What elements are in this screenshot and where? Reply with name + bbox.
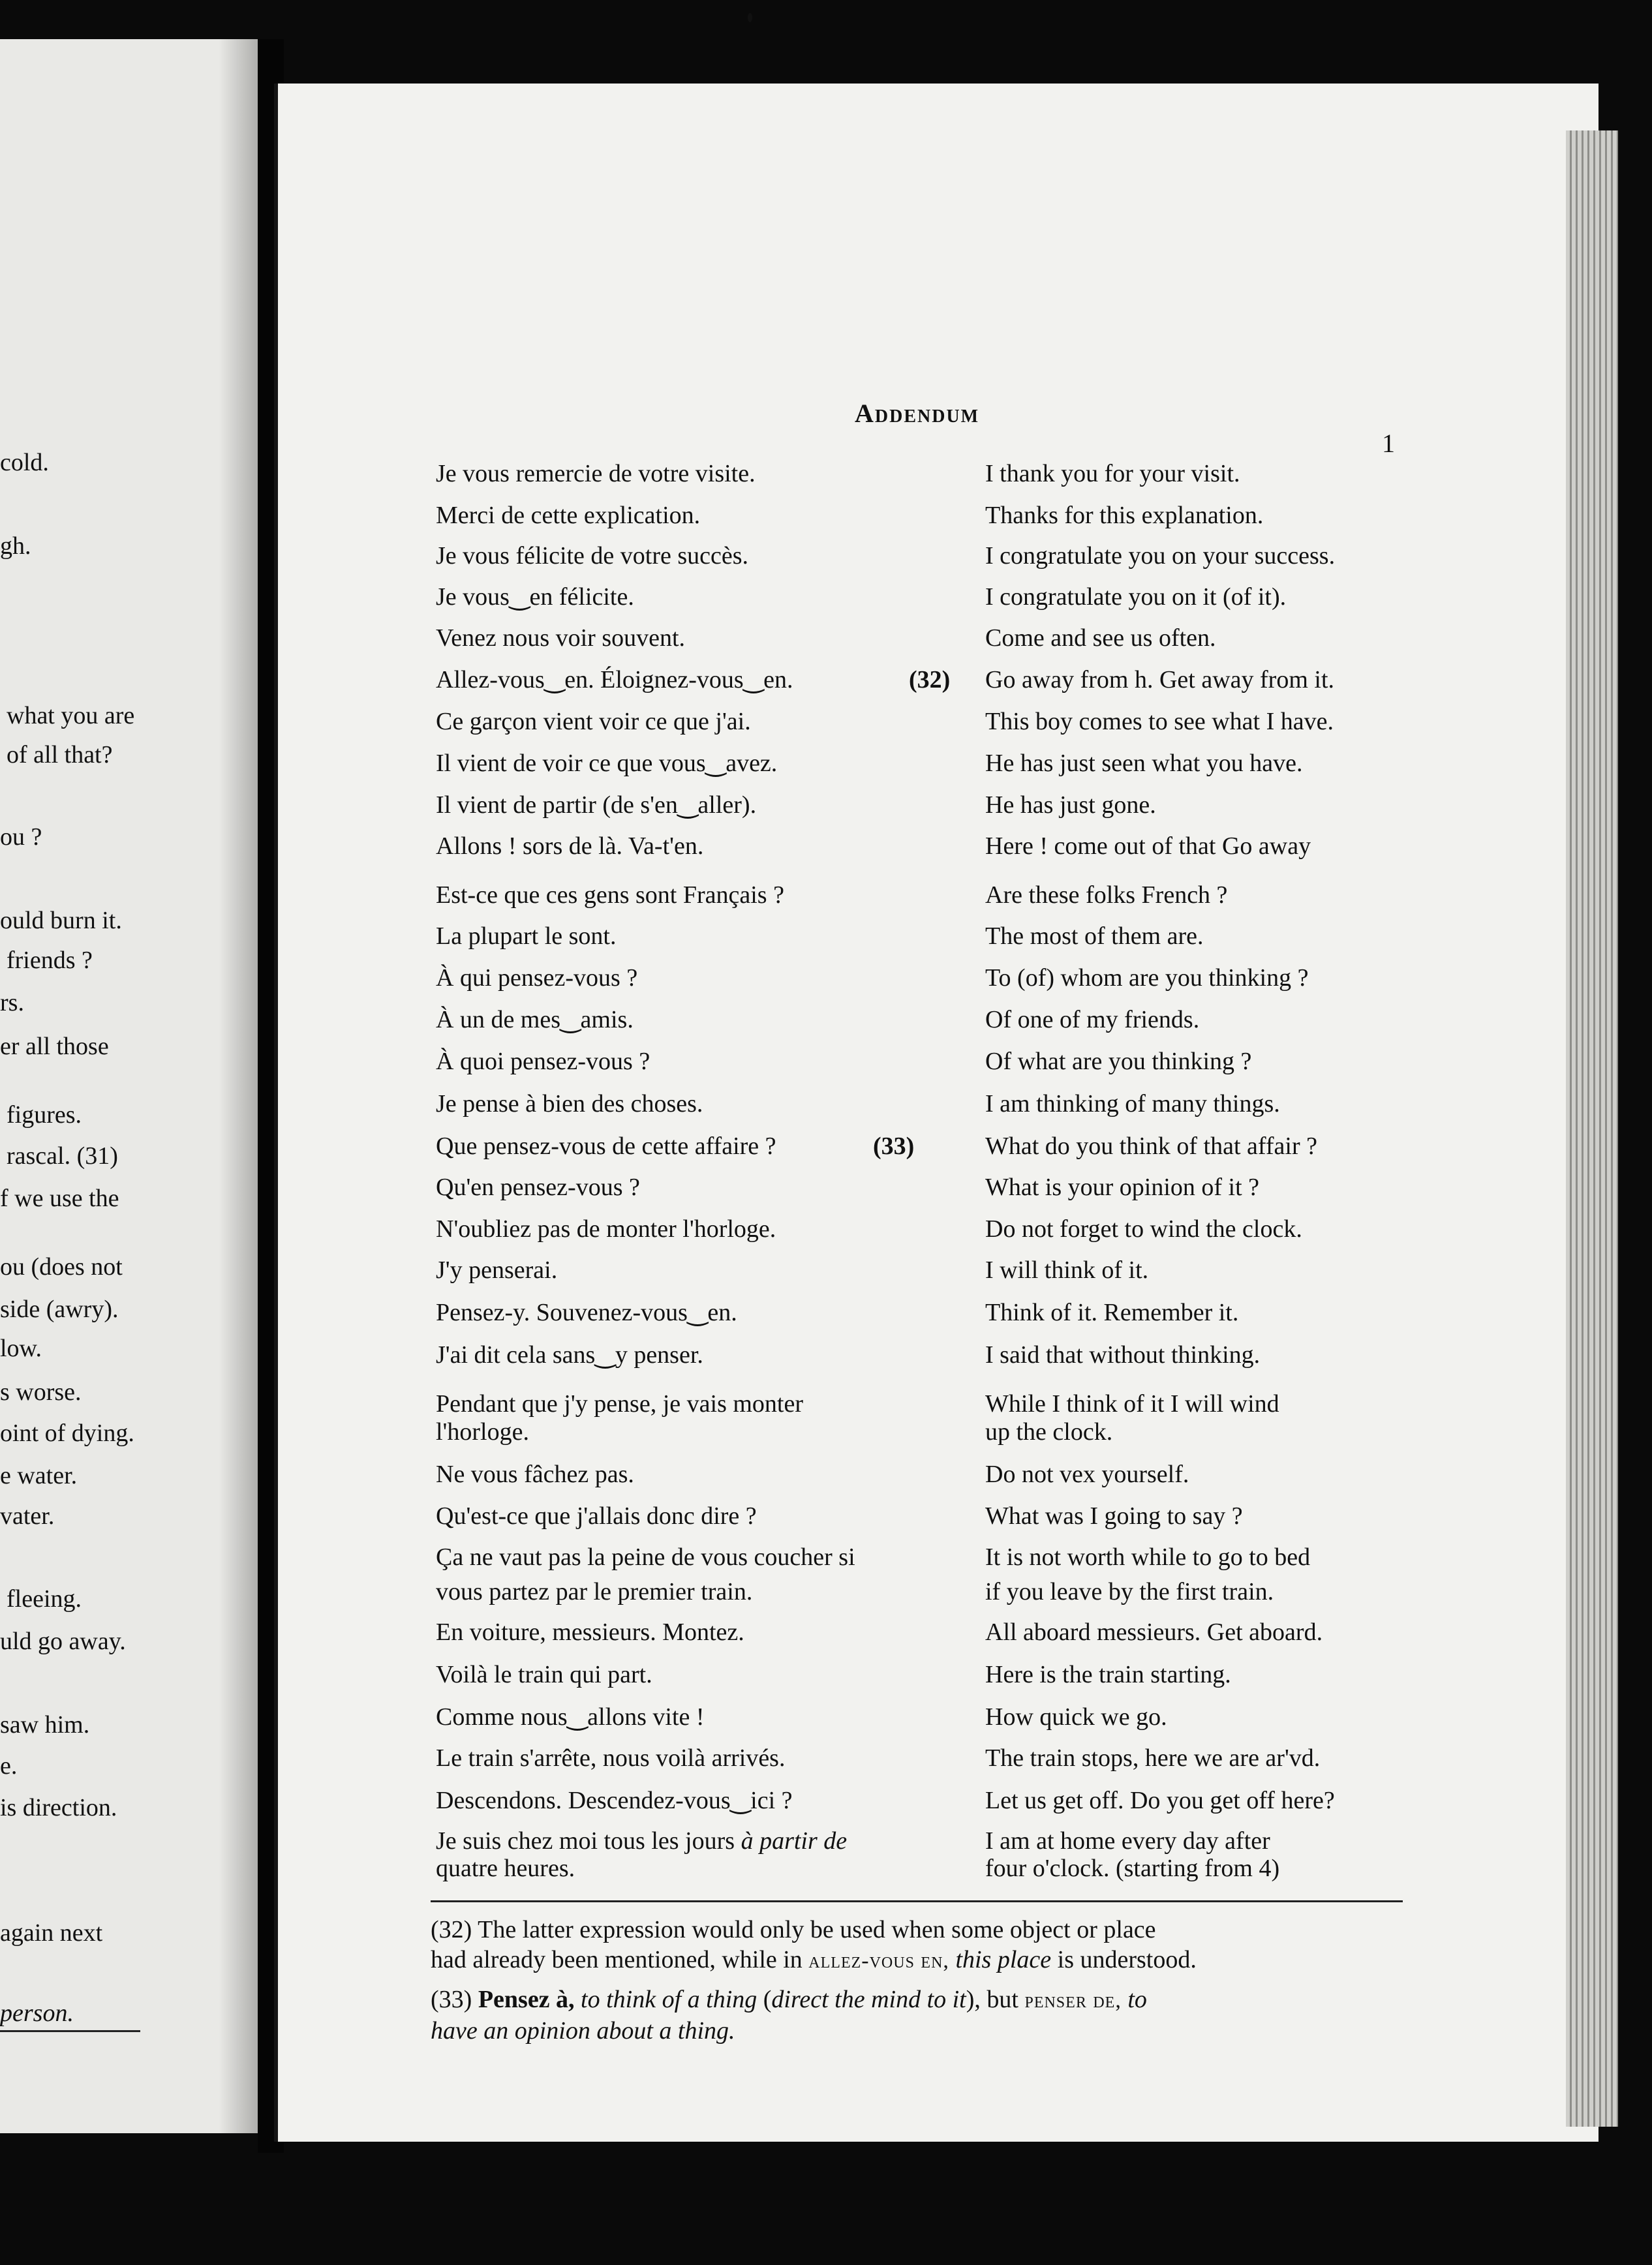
- footnote-italic: this place: [955, 1946, 1052, 1973]
- french-phrase: Est-ce que ces gens sont Français ?: [436, 881, 784, 909]
- footnote-text: had already been mentioned, while in: [431, 1946, 809, 1973]
- english-translation: The most of them are.: [985, 922, 1204, 950]
- french-phrase: J'y penserai.: [436, 1256, 558, 1284]
- english-translation: up the clock.: [985, 1418, 1113, 1446]
- french-phrase: Qu'est-ce que j'allais donc dire ?: [436, 1502, 757, 1530]
- footnote-italic: have an opinion about a thing.: [431, 2017, 735, 2045]
- french-phrase-text: Je suis chez moi tous les jours: [436, 1827, 741, 1855]
- english-translation: Let us get off. Do you get off here?: [985, 1787, 1335, 1814]
- english-translation: I will think of it.: [985, 1256, 1149, 1284]
- facing-page-text: rascal. (31): [7, 1142, 118, 1170]
- english-translation: What is your opinion of it ?: [985, 1174, 1260, 1201]
- facing-page-text: oint of dying.: [0, 1420, 134, 1447]
- english-translation: What was I going to say ?: [985, 1502, 1243, 1530]
- french-phrase: Allez-vous‿en. Éloignez-vous‿en.: [436, 666, 793, 693]
- facing-page-text: saw him.: [0, 1711, 90, 1739]
- scan-speck: [748, 13, 752, 22]
- english-translation: All aboard messieurs. Get aboard.: [985, 1619, 1323, 1646]
- french-phrase: Je pense à bien des choses.: [436, 1090, 703, 1117]
- footnote-number: (33): [431, 1986, 478, 2013]
- french-phrase: À qui pensez-vous ?: [436, 964, 638, 992]
- english-translation: I congratulate you on your success.: [985, 542, 1336, 570]
- facing-page-text: s worse.: [0, 1378, 82, 1406]
- english-translation: Thanks for this explanation.: [985, 502, 1264, 529]
- english-translation: Come and see us often.: [985, 624, 1216, 652]
- facing-page-footnote-rule: [0, 2030, 140, 2032]
- english-translation: It is not worth while to go to bed: [985, 1543, 1311, 1571]
- french-phrase: quatre heures.: [436, 1855, 575, 1882]
- facing-page-text: e.: [0, 1752, 18, 1780]
- footnote-italic: to think of a thing: [574, 1986, 763, 2013]
- english-translation: The train stops, here we are ar'vd.: [985, 1744, 1321, 1772]
- facing-page-text: again next: [0, 1919, 103, 1947]
- french-phrase: Allons ! sors de là. Va-t'en.: [436, 832, 704, 860]
- french-phrase: À un de mes‿amis.: [436, 1006, 634, 1033]
- footnote-32: [431, 1915, 1409, 1976]
- footnote-smallcaps: allez-vous en,: [808, 1949, 949, 1973]
- facing-page-text: fleeing.: [7, 1585, 82, 1613]
- english-translation: if you leave by the first train.: [985, 1578, 1274, 1605]
- footnote-33: [431, 1984, 1409, 2046]
- footnote-text: (: [763, 1986, 772, 2013]
- english-translation: Think of it. Remember it.: [985, 1299, 1239, 1326]
- french-phrase: À quoi pensez-vous ?: [436, 1048, 650, 1075]
- french-phrase: Ça ne vaut pas la peine de vous coucher si: [436, 1543, 855, 1571]
- english-translation: He has just gone.: [985, 791, 1156, 819]
- french-phrase: Ce garçon vient voir ce que j'ai.: [436, 708, 751, 735]
- facing-page-text: ou ?: [0, 823, 42, 851]
- facing-page-text: gh.: [0, 532, 31, 560]
- facing-page-text: is direction.: [0, 1794, 117, 1821]
- french-phrase: Je vous‿en félicite.: [436, 583, 634, 611]
- facing-page-text: cold.: [0, 449, 49, 476]
- facing-page-text: side (awry).: [0, 1296, 119, 1323]
- english-translation: Of what are you thinking ?: [985, 1048, 1252, 1075]
- french-phrase: l'horloge.: [436, 1418, 529, 1446]
- french-phrase: Merci de cette explication.: [436, 502, 701, 529]
- english-translation: While I think of it I will wind: [985, 1390, 1279, 1418]
- facing-page-text: vater.: [0, 1502, 55, 1530]
- english-translation: I congratulate you on it (of it).: [985, 583, 1287, 611]
- facing-page-text: what you are: [7, 702, 135, 729]
- french-phrase: Le train s'arrête, nous voilà arrivés.: [436, 1744, 786, 1772]
- english-translation: Here is the train starting.: [985, 1661, 1231, 1688]
- facing-page-text: f we use the: [0, 1185, 119, 1212]
- french-phrase: Il vient de partir (de s'en‿aller).: [436, 791, 757, 819]
- french-phrase: Pendant que j'y pense, je vais monter: [436, 1390, 803, 1418]
- french-phrase: [436, 1827, 847, 1855]
- french-phrase: Je vous remercie de votre visite.: [436, 460, 756, 487]
- english-translation: Are these folks French ?: [985, 881, 1228, 909]
- french-phrase: Venez nous voir souvent.: [436, 624, 686, 652]
- facing-page-text: low.: [0, 1335, 42, 1362]
- gutter-shadow: [219, 39, 258, 2133]
- footnote-33-line2: [431, 2016, 1409, 2046]
- facing-page-text: rs.: [0, 989, 24, 1016]
- french-phrase: La plupart le sont.: [436, 922, 617, 950]
- english-translation: To (of) whom are you thinking ?: [985, 964, 1309, 992]
- french-phrase: En voiture, messieurs. Montez.: [436, 1619, 744, 1646]
- french-phrase: Il vient de voir ce que vous‿avez.: [436, 750, 778, 777]
- english-translation: What do you think of that affair ?: [985, 1132, 1317, 1160]
- facing-page-fragment: [0, 39, 258, 2133]
- facing-page-text: ould burn it.: [0, 907, 122, 934]
- french-phrase: Je vous félicite de votre succès.: [436, 542, 749, 570]
- french-phrase: N'oubliez pas de monter l'horloge.: [436, 1215, 776, 1243]
- footnote-bold: Pensez à,: [478, 1986, 575, 2013]
- french-phrase: Comme nous‿allons vite !: [436, 1703, 705, 1731]
- english-translation: How quick we go.: [985, 1703, 1167, 1731]
- footnote-smallcaps: penser de,: [1024, 1988, 1122, 2013]
- english-translation: He has just seen what you have.: [985, 750, 1303, 777]
- english-translation: I said that without thinking.: [985, 1341, 1261, 1369]
- english-translation: four o'clock. (starting from 4): [985, 1855, 1280, 1882]
- english-translation: I thank you for your visit.: [985, 460, 1240, 487]
- footnote-italic: direct the mind to it: [771, 1986, 966, 2013]
- english-translation: Do not forget to wind the clock.: [985, 1215, 1302, 1243]
- english-translation: Go away from h. Get away from it.: [985, 666, 1335, 693]
- footnote-text: ), but: [966, 1986, 1025, 2013]
- french-phrase: Voilà le train qui part.: [436, 1661, 652, 1688]
- facing-page-text: person.: [0, 1999, 74, 2027]
- french-phrase: Pensez-y. Souvenez-vous‿en.: [436, 1299, 737, 1326]
- facing-page-text: ou (does not: [0, 1253, 123, 1281]
- facing-page-text: er all those: [0, 1033, 109, 1060]
- english-translation: I am thinking of many things.: [985, 1090, 1280, 1117]
- facing-page-text: figures.: [7, 1101, 82, 1129]
- facing-page-text: uld go away.: [0, 1628, 126, 1655]
- footnote-text: is understood.: [1051, 1946, 1197, 1973]
- english-translation: Here ! come out of that Go away: [985, 832, 1311, 860]
- footnote-32-line2: [431, 1945, 1409, 1976]
- facing-page-text: e water.: [0, 1462, 78, 1489]
- page-header: Addendum: [855, 399, 980, 428]
- footnote-reference: (32): [909, 666, 951, 693]
- french-phrase: J'ai dit cela sans‿y penser.: [436, 1341, 703, 1369]
- english-translation: This boy comes to see what I have.: [985, 708, 1334, 735]
- french-phrase-italic: à partir de: [741, 1827, 848, 1855]
- facing-page-text: of all that?: [7, 741, 113, 768]
- french-phrase: Ne vous fâchez pas.: [436, 1461, 634, 1488]
- footnote-33-line1: [431, 1984, 1409, 2016]
- footnote-italic: to: [1121, 1986, 1147, 2013]
- page-edges: [1566, 130, 1618, 2127]
- english-translation: I am at home every day after: [985, 1827, 1270, 1855]
- footnote-32-line1: (32) The latter expression would only be used when some object or place: [431, 1916, 1156, 1943]
- french-phrase: Qu'en pensez-vous ?: [436, 1174, 640, 1201]
- french-phrase: Que pensez-vous de cette affaire ?: [436, 1132, 776, 1160]
- french-phrase: vous partez par le premier train.: [436, 1578, 753, 1605]
- english-translation: Of one of my friends.: [985, 1006, 1200, 1033]
- french-phrase: Descendons. Descendez-vous‿ici ?: [436, 1787, 793, 1814]
- facing-page-text: friends ?: [7, 947, 93, 974]
- footnote-divider: [431, 1900, 1403, 1902]
- page-folio-mark: 1: [1382, 429, 1395, 458]
- footnote-reference: (33): [873, 1132, 915, 1160]
- english-translation: Do not vex yourself.: [985, 1461, 1189, 1488]
